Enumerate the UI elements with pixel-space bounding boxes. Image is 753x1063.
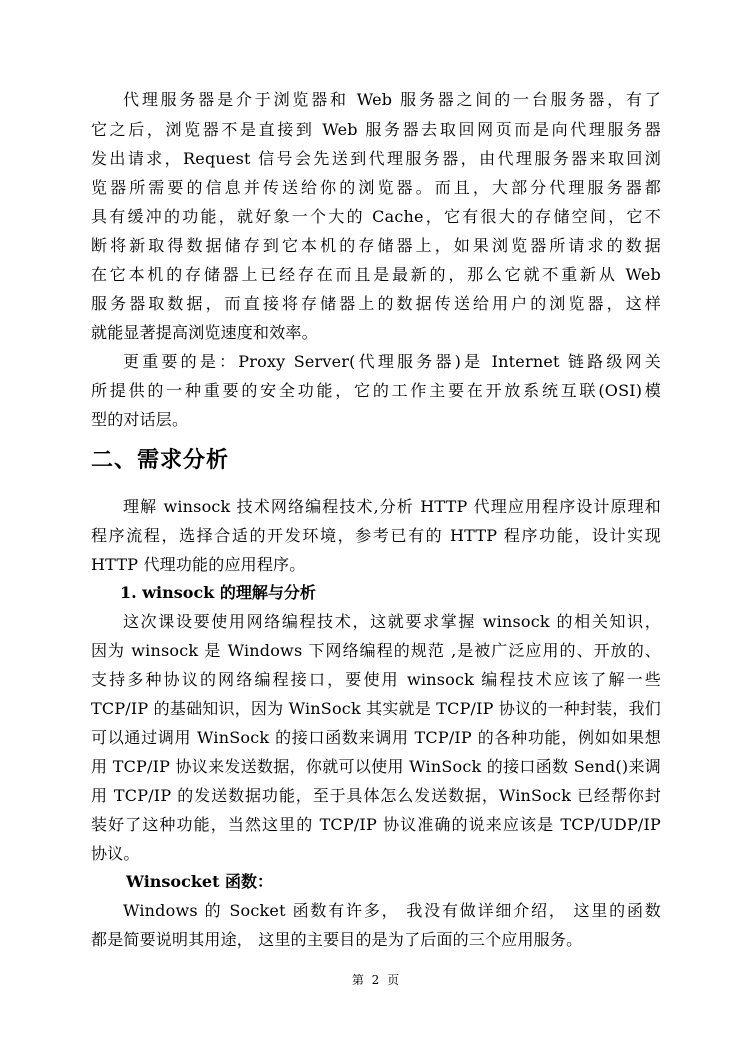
paragraph-line: 它之后，浏览器不是直接到 Web 服务器去取回网页而是向代理服务器 (91, 120, 661, 139)
paragraph-line: 协议。 (91, 844, 140, 863)
paragraph-line: 程序流程，选择合适的开发环境，参考已有的 HTTP 程序功能，设计实现 (91, 526, 661, 545)
paragraph-line: 具有缓冲的功能，就好象一个大的 Cache，它有很大的存储空间，它不 (91, 207, 661, 226)
paragraph-line: 所提供的一种重要的安全功能，它的工作主要在开放系统互联(OSI)模 (91, 381, 661, 400)
paragraph-line: 这次课设要使用网络编程技术，这就要求掌握 winsock 的相关知识， (123, 612, 661, 631)
paragraph-line: 代理服务器是介于浏览器和 Web 服务器之间的一台服务器，有了 (123, 90, 661, 109)
paragraph-line: 都是简要说明其用途， 这里的主要目的是为了后面的三个应用服务。 (91, 930, 583, 949)
paragraph-line: 就能显著提高浏览速度和效率。 (91, 323, 318, 342)
paragraph-line: 因为 winsock 是 Windows 下网络编程的规范 ,是被广泛应用的、开放的、 (91, 641, 661, 660)
paragraph-line: HTTP 代理功能的应用程序。 (91, 555, 306, 574)
subsection-heading: Winsocket 函数： (126, 872, 274, 891)
paragraph-line: 型的对话层。 (91, 410, 189, 429)
paragraph-line: TCP/IP 的基础知识，因为 WinSock 其实就是 TCP/IP 协议的一种封装，我们 (91, 699, 661, 718)
subsection-heading: 1. winsock 的理解与分析 (120, 583, 316, 602)
paragraph-line: 发出请求，Request 信号会先送到代理服务器，由代理服务器来取回浏 (91, 149, 661, 168)
paragraph-line: 可以通过调用 WinSock 的接口函数来调用 TCP/IP 的各种功能，例如如果想 (91, 728, 661, 747)
paragraph-line: 览器所需要的信息并传送给你的浏览器。而且，大部分代理服务器都 (91, 178, 661, 197)
paragraph-line: 支持多种协议的网络编程接口，要使用 winsock 编程技术应该了解一些 (91, 670, 661, 689)
paragraph-line: 更重要的是：Proxy Server(代理服务器)是 Internet 链路级网关 (123, 352, 661, 371)
paragraph-line: 用 TCP/IP 的发送数据功能，至于具体怎么发送数据，WinSock 已经帮你封 (91, 786, 661, 805)
section-heading: 二、需求分析 (91, 448, 230, 473)
paragraph-line: Windows 的 Socket 函数有许多， 我没有做详细介绍， 这里的函数 (123, 901, 661, 920)
page-number-footer: 第 2 页 (351, 973, 402, 987)
paragraph-line: 用 TCP/IP 协议来发送数据，你就可以使用 WinSock 的接口函数 Send()来调 (91, 757, 661, 776)
paragraph-line: 服务器取数据，而直接将存储器上的数据传送给用户的浏览器，这样 (91, 294, 661, 313)
paragraph-line: 断将新取得数据储存到它本机的存储器上，如果浏览器所请求的数据 (91, 236, 661, 255)
paragraph-line: 装好了这种功能，当然这里的 TCP/IP 协议准确的说来应该是 TCP/UDP/IP (91, 815, 661, 834)
paragraph-line: 在它本机的存储器上已经存在而且是最新的，那么它就不重新从 Web (91, 265, 661, 284)
paragraph-line: 理解 winsock 技术网络编程技术,分析 HTTP 代理应用程序设计原理和 (123, 497, 661, 516)
